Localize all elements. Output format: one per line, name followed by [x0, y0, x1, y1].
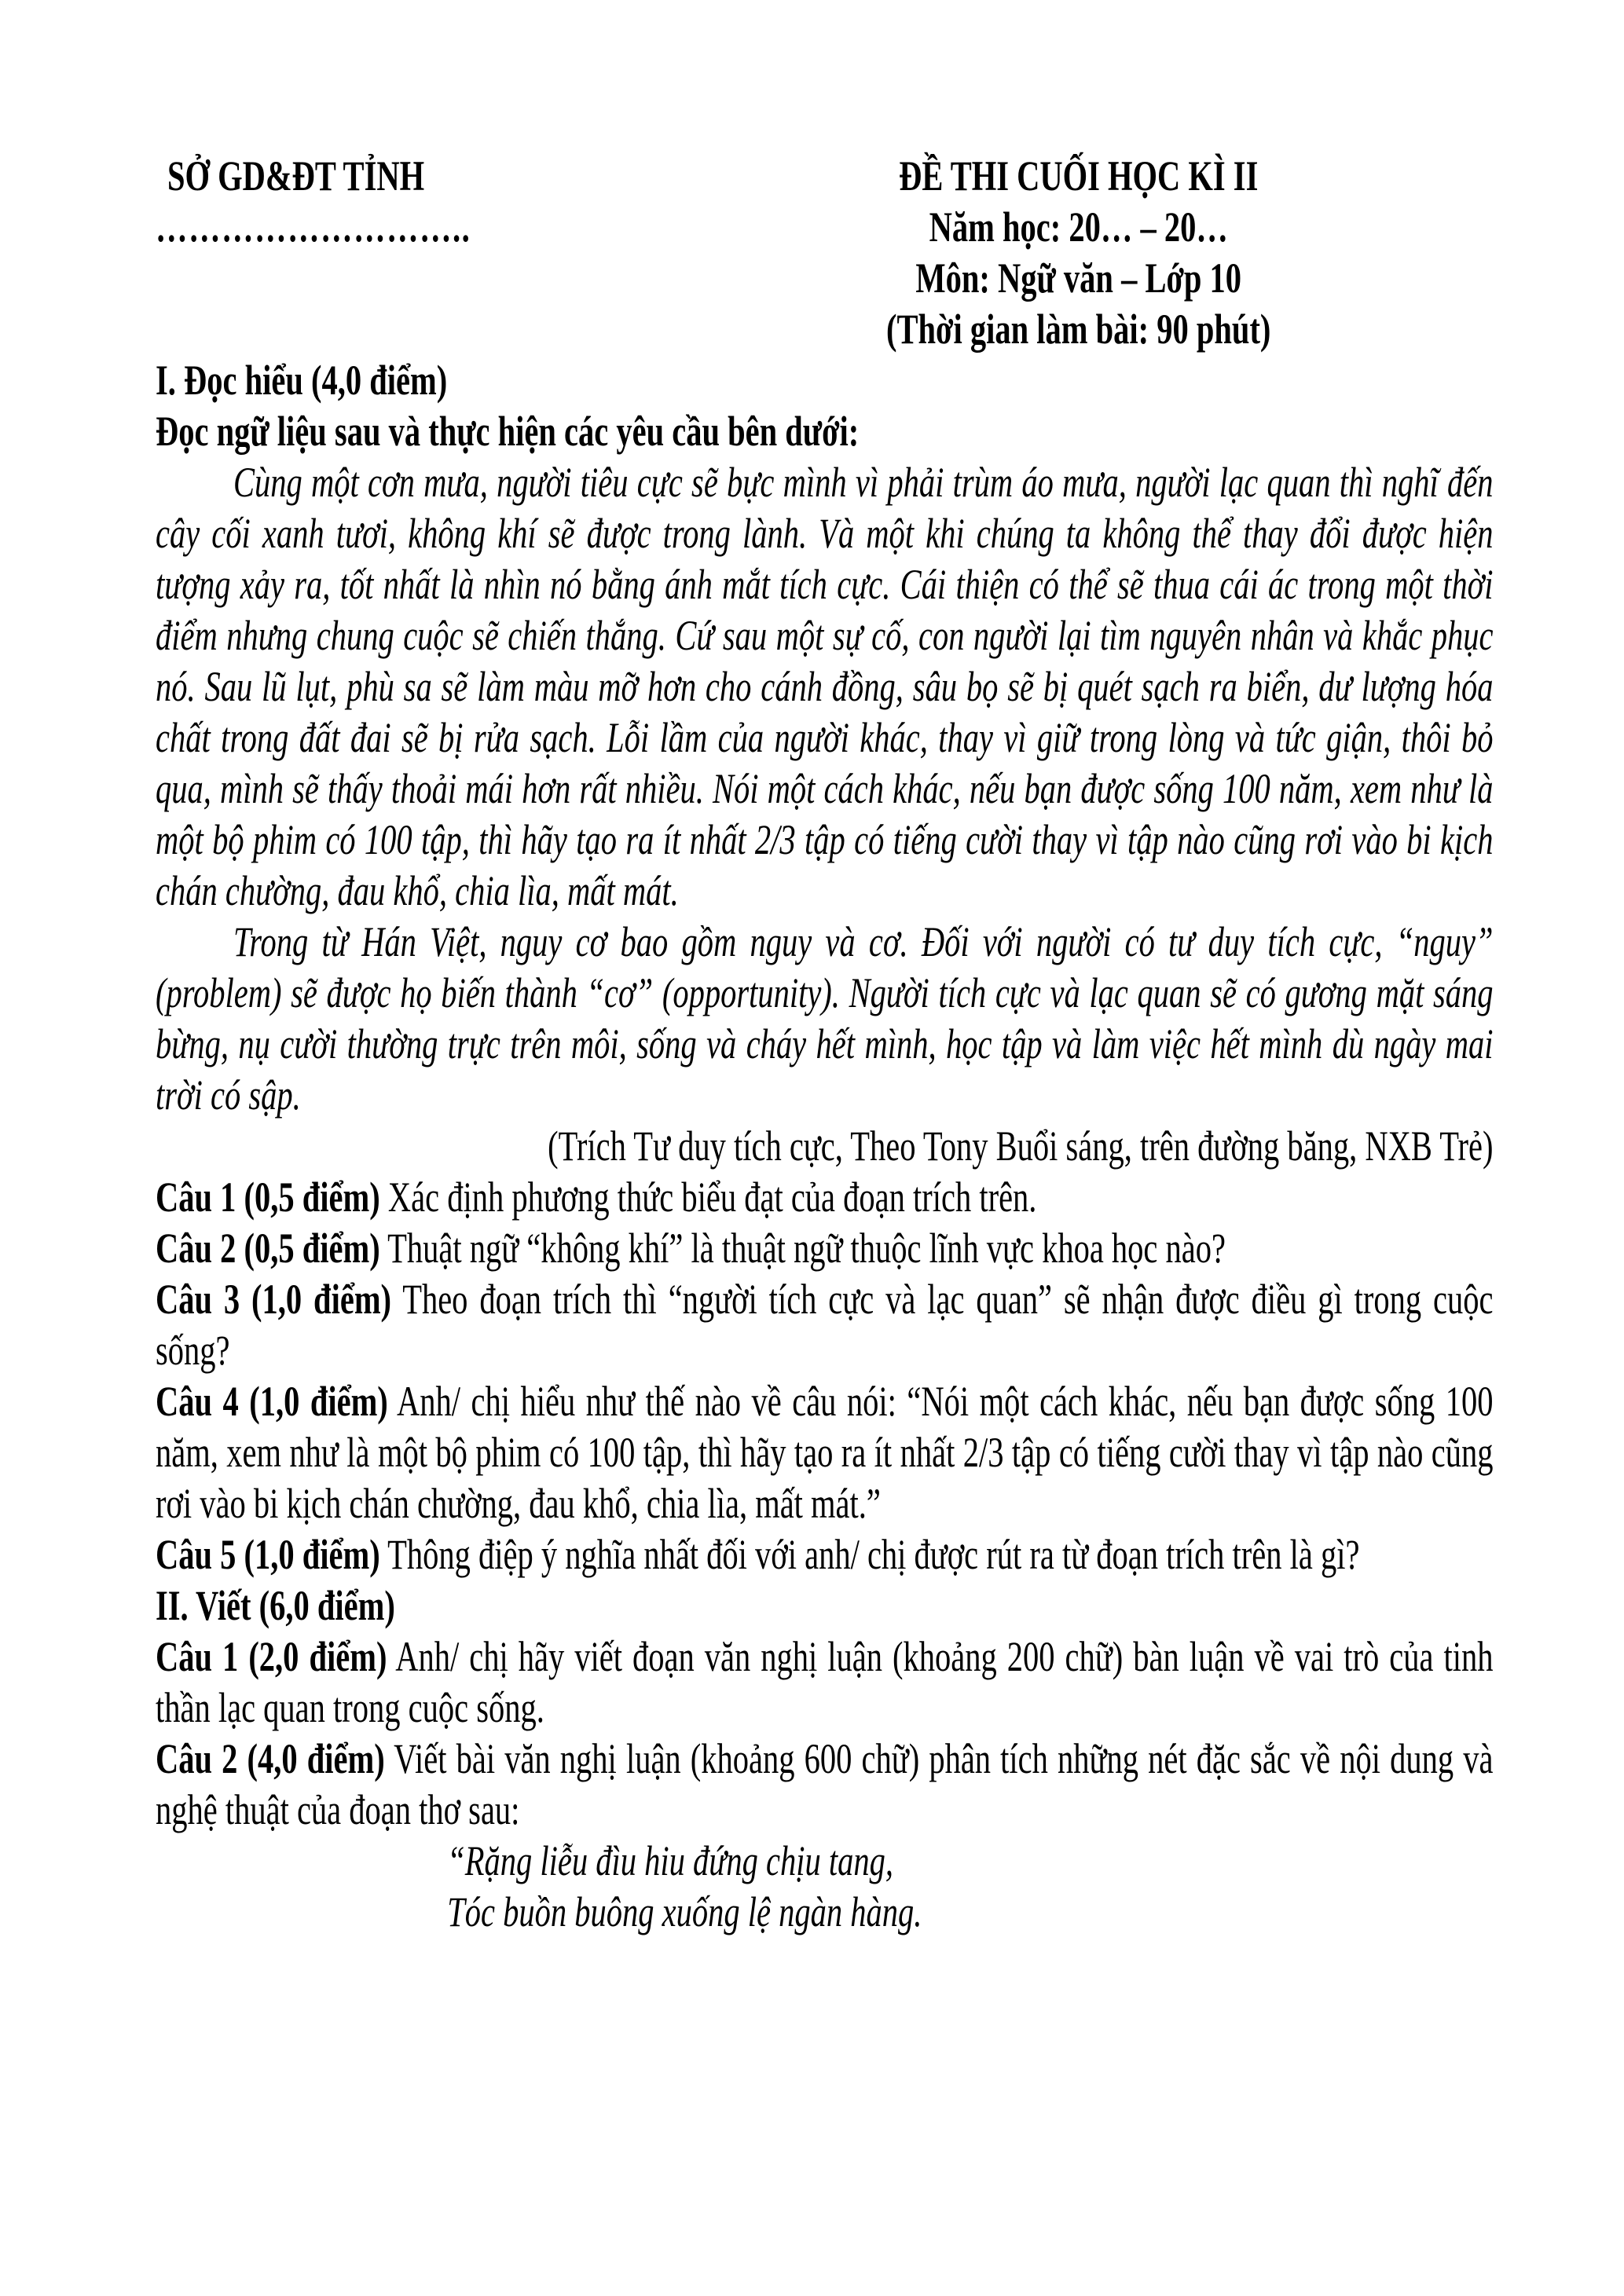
question-text: Theo đoạn trích thì “người tích cực và lạc quan” sẽ nhận được điều gì trong cuộc sống? [156, 1276, 1494, 1374]
poem-excerpt [447, 1836, 1493, 1938]
reading-section [156, 355, 1494, 1580]
passage-paragraph-2: Trong từ Hán Việt, nguy cơ bao gồm nguy và cơ. Đối với người có tư duy tích cực, “nguy” (problem) sẽ được họ biến thành “cơ” (opportunity). Người tích cực và lạc quan sẽ có gương mặt sáng bừng, nụ cười thường trực trên môi, sống và cháy hết mình, học tập và làm việc hết mình dù ngày mai trời có sập. [156, 918, 1494, 1119]
reading-section-heading: I. Đọc hiểu (4,0 điểm) [156, 357, 448, 404]
question-label: Câu 2 (0,5 điểm) [156, 1225, 380, 1272]
question-text: Xác định phương thức biểu đạt của đoạn trích trên. [387, 1174, 1037, 1221]
passage-paragraph-1: Cùng một cơn mưa, người tiêu cực sẽ bực mình vì phải trùm áo mưa, người lạc quan thì nghĩ đến cây cối xanh tươi, không khí sẽ được trong lành. Và một khi chúng ta không thể thay đổi được hiện tượng xảy ra, tốt nhất là nhìn nó bằng ánh mắt tích cực. Cái thiện có thể sẽ thua cái ác trong một thời điểm nhưng chung cuộc sẽ chiến thắng. Cứ sau một sự cố, con người lại tìm nguyên nhân và khắc phục nó. Sau lũ lụt, phù sa sẽ làm màu mỡ hơn cho cánh đồng, sâu bọ sẽ bị quét sạch ra biển, dư lượng hóa chất trong đất đai sẽ bị rửa sạch. Lỗi lầm của người khác, thay vì giữ trong lòng và tức giận, thôi bỏ qua, mình sẽ thấy thoải mái hơn rất nhiều. Nói một cách khác, nếu bạn được sống 100 năm, xem như là một bộ phim có 100 tập, thì hãy tạo ra ít nhất 2/3 tập có tiếng cười thay vì tập nào cũng rơi vào bi kịch chán chường, đau khổ, chia lìa, mất mát. [156, 459, 1494, 914]
poem-line-1: “Rặng liễu đìu hiu đứng chịu tang, [447, 1837, 893, 1884]
subject-grade: Môn: Ngữ văn – Lớp 10 [915, 255, 1242, 302]
question-label: Câu 2 (4,0 điểm) [156, 1735, 385, 1782]
question-label: Câu 5 (1,0 điểm) [156, 1531, 380, 1578]
reading-question-4 [156, 1376, 1494, 1529]
question-label: Câu 3 (1,0 điểm) [156, 1276, 392, 1323]
reading-question-3 [156, 1274, 1494, 1376]
exam-title: ĐỀ THI CUỐI HỌC KÌ II [899, 152, 1259, 200]
scanned-document-content [156, 151, 1494, 1938]
question-label: Câu 1 (0,5 điểm) [156, 1174, 380, 1221]
writing-question-1 [156, 1631, 1494, 1734]
question-label: Câu 1 (2,0 điểm) [156, 1633, 387, 1680]
question-text: Anh/ chị hãy viết đoạn văn nghị luận (khoảng 200 chữ) bàn luận về vai trò của tinh thần lạc quan trong cuộc sống. [156, 1633, 1494, 1731]
writing-section [156, 1580, 1494, 1938]
header-right-column [664, 151, 1494, 355]
reading-instruction: Đọc ngữ liệu sau và thực hiện các yêu cầu bên dưới: [156, 408, 860, 455]
question-text: Anh/ chị hiểu như thế nào về câu nói: “Nói một cách khác, nếu bạn được sống 100 năm, xem như là một bộ phim có 100 tập, thì hãy tạo ra ít nhất 2/3 tập có tiếng cười thay vì tập nào cũng rơi vào bi kịch chán chường, đau khổ, chia lìa, mất mát.” [156, 1378, 1494, 1527]
reading-question-5 [156, 1529, 1494, 1580]
writing-question-2 [156, 1734, 1494, 1836]
reading-question-2 [156, 1223, 1494, 1274]
question-text: Thuật ngữ “không khí” là thuật ngữ thuộc lĩnh vực khoa học nào? [387, 1225, 1226, 1272]
passage-citation: (Trích Tư duy tích cực, Theo Tony Buổi sáng, trên đường băng, NXB Trẻ) [548, 1122, 1494, 1170]
issuing-department: SỞ GD&ĐT TỈNH [167, 152, 425, 200]
exam-duration: (Thời gian làm bài: 90 phút) [886, 306, 1271, 353]
reading-question-1 [156, 1172, 1494, 1223]
question-label: Câu 4 (1,0 điểm) [156, 1378, 388, 1425]
header-left-column [156, 151, 664, 355]
writing-section-heading: II. Viết (6,0 điểm) [156, 1582, 395, 1629]
question-text: Thông điệp ý nghĩa nhất đối với anh/ chị được rút ra từ đoạn trích trên là gì? [387, 1531, 1360, 1578]
department-dotted-line: ……………………….. [156, 203, 471, 251]
school-year: Năm học: 20… – 20… [929, 203, 1228, 251]
poem-line-2: Tóc buồn buông xuống lệ ngàn hàng. [447, 1888, 922, 1935]
question-text: Viết bài văn nghị luận (khoảng 600 chữ) phân tích những nét đặc sắc về nội dung và nghệ thuật của đoạn thơ sau: [156, 1735, 1494, 1833]
document-header [156, 151, 1494, 355]
